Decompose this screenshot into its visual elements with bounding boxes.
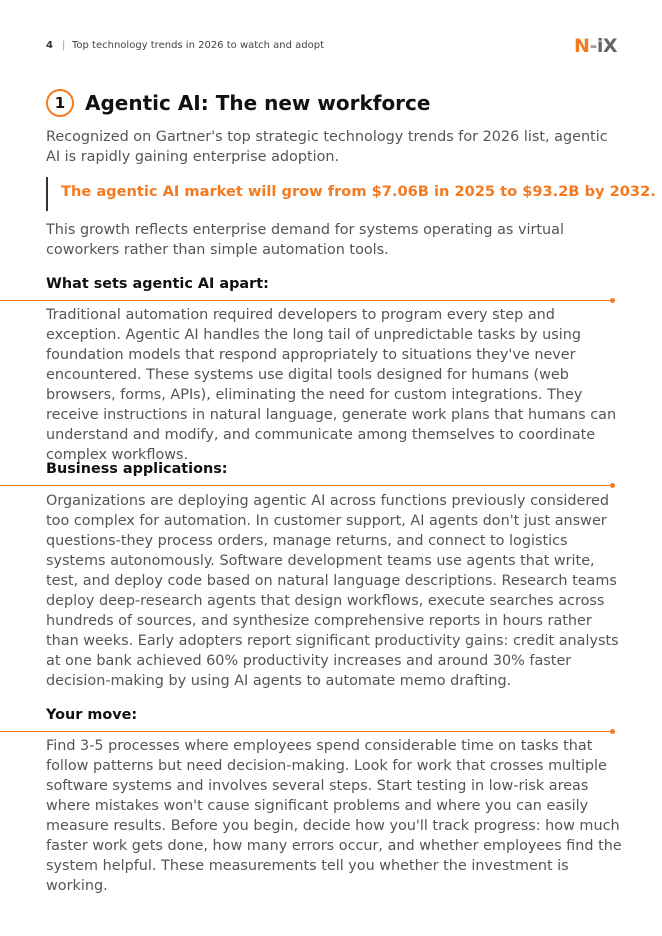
divider-rule: [0, 300, 613, 301]
growth-paragraph: This growth reflects enterprise demand for systems operating as virtual coworkers rather than simple automation tools.: [46, 222, 564, 258]
intro-paragraph: Recognized on Gartner's top strategic technology trends for 2026 list, agentic AI is rapidly gaining enterprise adoption.: [46, 129, 608, 165]
what-sets-apart-paragraph: Traditional automation required developers to program every step and exception. Agentic AI handles the long tail of unpredictable tasks by using foundation models that respond appropriately to situations they've never encountered. These systems use digital tools designed for humans (web browsers, forms, APIs), eliminating the need for custom integrations. They receive instructions in natural language, generate work plans that humans can understand and modify, and communicate among themselves to coordinate complex workflows.: [46, 307, 617, 463]
document-title: Top technology trends in 2026 to watch and adopt: [72, 40, 325, 51]
logo-ix: iX: [596, 35, 617, 57]
callout-text: The agentic AI market will grow from $7.06B in 2025 to $93.2B by 2032.: [61, 183, 656, 200]
logo-n: N: [574, 35, 590, 57]
divider-dot: [610, 298, 615, 303]
divider-rule: [0, 485, 613, 486]
divider-rule: [0, 731, 613, 732]
page-header: [46, 35, 617, 57]
subheading-what-sets-apart: What sets agentic AI apart:: [46, 276, 269, 292]
divider-dot: [610, 483, 615, 488]
divider-dot: [610, 729, 615, 734]
nix-logo: [574, 35, 617, 57]
subheading-business-applications: Business applications:: [46, 461, 228, 477]
business-applications-paragraph: Organizations are deploying agentic AI across functions previously considered too complex for automation. In customer support, AI agents don't just answer questions-they process orders, manage returns, and connect to logistics systems autonomously. Software development teams use agents that write, test, and deploy code based on natural language descriptions. Research teams deploy deep-research agents that design workflows, execute searches across hundreds of sources, and synthesize comprehensive reports in hours rather than weeks. Early adopters report significant productivity gains: credit analysts at one bank achieved 60% productivity increases and around 30% faster decision-making by using AI agents to automate memo drafting.: [46, 493, 619, 689]
subheading-your-move: Your move:: [46, 707, 138, 723]
section-number-badge: 1: [46, 89, 74, 117]
section-title: Agentic AI: The new workforce: [85, 91, 431, 115]
page-number: 4: [46, 40, 53, 51]
logo-dash: -: [589, 35, 597, 57]
market-callout: [46, 177, 656, 211]
header-separator: |: [62, 40, 66, 51]
your-move-paragraph: Find 3-5 processes where employees spend considerable time on tasks that follow patterns but need decision-making. Look for work that crosses multiple software systems and involves several steps. Start testing in low-risk areas where mistakes won't cause significant problems and where you can easily measure results. Before you begin, decide how you'll track progress: how much faster work gets done, how many errors occur, and whether employees find the system helpful. These measurements tell you whether the investment is working.: [46, 738, 622, 894]
